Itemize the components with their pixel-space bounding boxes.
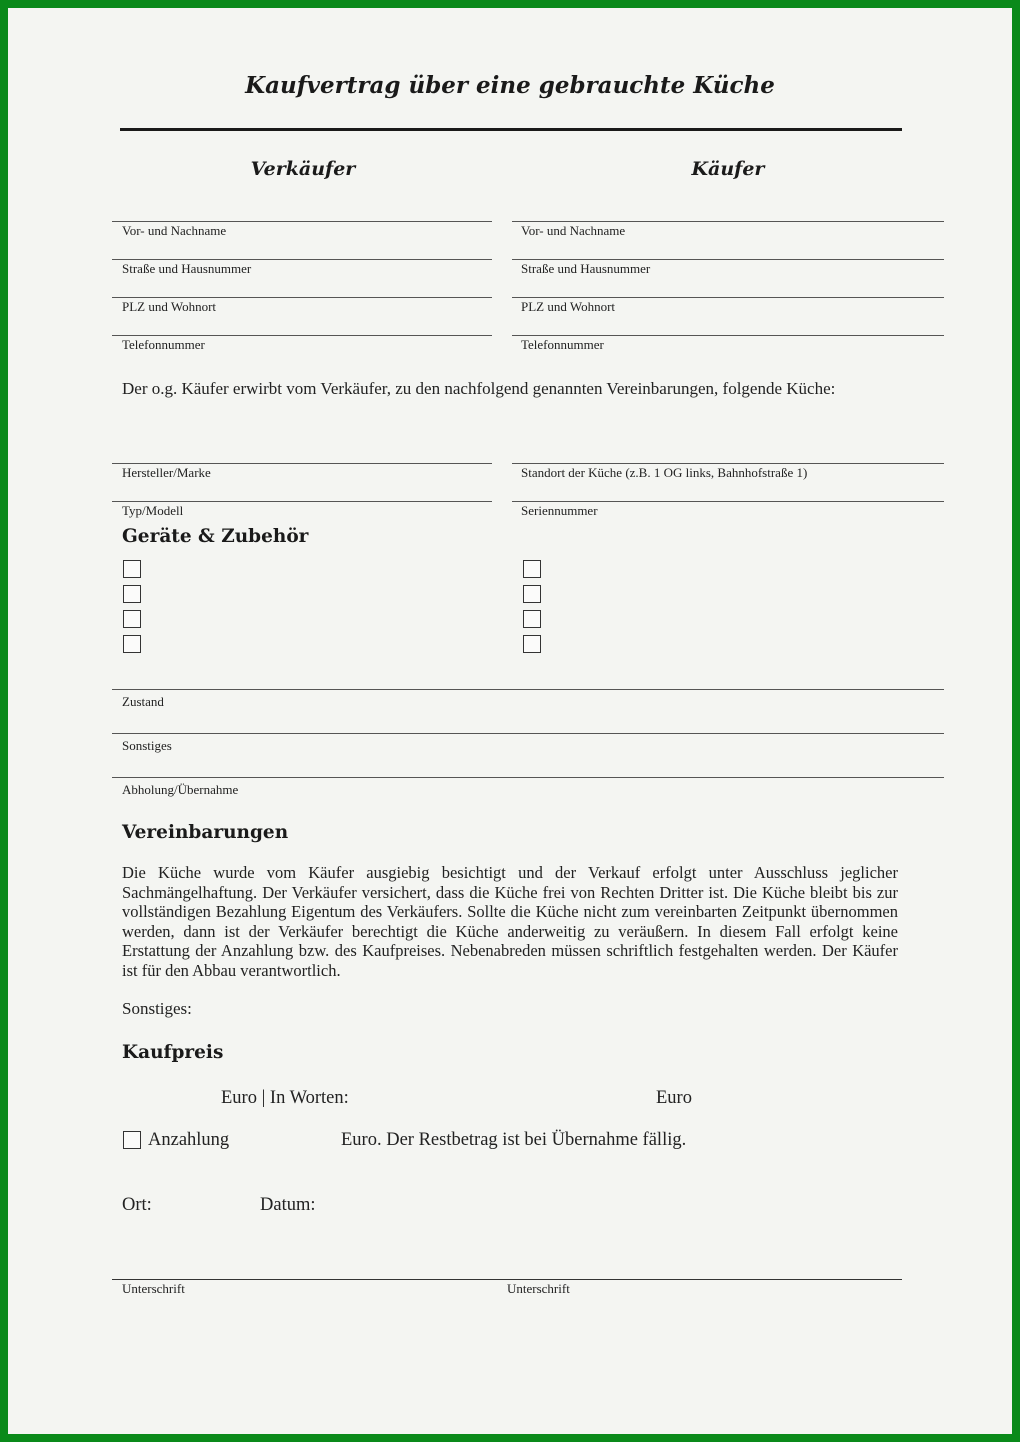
condition-line[interactable] — [112, 689, 944, 690]
seller-phone-line[interactable] — [112, 335, 492, 336]
buyer-heading: Käufer — [691, 158, 765, 180]
seller-street-label: Straße und Hausnummer — [122, 261, 252, 276]
seller-name-line[interactable] — [112, 221, 492, 222]
appliance-checkbox-3[interactable] — [123, 610, 141, 628]
appliance-checkbox-4[interactable] — [123, 635, 141, 653]
appliance-checkbox-1[interactable] — [123, 560, 141, 578]
model-label: Typ/Modell — [122, 503, 184, 518]
deposit-label: Anzahlung — [148, 1130, 230, 1150]
document-title: Kaufvertrag über eine gebrauchte Küche — [245, 72, 775, 99]
pickup-label: Abholung/Übernahme — [122, 782, 239, 797]
appliance-checkbox-8[interactable] — [523, 635, 541, 653]
seller-street-line[interactable] — [112, 259, 492, 260]
signature-buyer-label: Unterschrift — [507, 1281, 570, 1296]
appliance-checkbox-7[interactable] — [523, 610, 541, 628]
misc-line[interactable] — [112, 733, 944, 734]
appliances-heading: Geräte & Zubehör — [122, 526, 309, 547]
appliance-checkbox-2[interactable] — [123, 585, 141, 603]
seller-name-label: Vor- und Nachname — [122, 223, 227, 238]
signature-line[interactable] — [112, 1279, 902, 1280]
appliance-checkbox-5[interactable] — [523, 560, 541, 578]
appliance-checkbox-6[interactable] — [523, 585, 541, 603]
agreements-heading: Vereinbarungen — [122, 822, 289, 843]
signature-seller-label: Unterschrift — [122, 1281, 185, 1296]
date-label: Datum: — [260, 1195, 316, 1215]
deposit-rest-text: Euro. Der Restbetrag ist bei Übernahme fällig. — [341, 1130, 687, 1150]
price-euro: Euro — [656, 1088, 692, 1108]
seller-heading: Verkäufer — [250, 158, 356, 180]
serial-line[interactable] — [512, 501, 944, 502]
intro-text: Der o.g. Käufer erwirbt vom Verkäufer, zu den nachfolgend genannten Vereinbarungen, folgende Küche: — [122, 379, 836, 398]
deposit-checkbox[interactable] — [123, 1131, 141, 1149]
misc-label: Sonstiges: — [122, 999, 192, 1018]
buyer-city-line[interactable] — [512, 297, 944, 298]
price-euro-words: Euro | In Worten: — [221, 1088, 349, 1108]
buyer-city-label: PLZ und Wohnort — [521, 299, 616, 314]
manufacturer-label: Hersteller/Marke — [122, 465, 211, 480]
seller-city-label: PLZ und Wohnort — [122, 299, 217, 314]
location-label: Standort der Küche (z.B. 1 OG links, Bahnhofstraße 1) — [521, 465, 808, 480]
pickup-line[interactable] — [112, 777, 944, 778]
condition-label: Zustand — [122, 694, 164, 709]
buyer-phone-line[interactable] — [512, 335, 944, 336]
buyer-street-line[interactable] — [512, 259, 944, 260]
place-label: Ort: — [122, 1195, 152, 1215]
buyer-street-label: Straße und Hausnummer — [521, 261, 651, 276]
agreements-text: Die Küche wurde vom Käufer ausgiebig besichtigt und der Verkauf erfolgt unter Ausschluss jeglicher Sachmängelhaftung. Der Verkäufer versichert, dass die Küche frei von Rechten Dritter ist. Die Küche bleibt bis zur vollständigen Bezahlung Eigentum des Verkäufers. Sollte die Küche nicht zum vereinbarten Zeitpunkt übernommen werden, dann ist der Verkäufer berechtigt die Küche anderweitig zu veräußern. In diesem Fall erfolgt keine Erstattung der Anzahlung bzw. des Kaufpreises. Nebenabreden müssen schriftlich festgehalten werden. Der Käufer ist für den Abbau verantwortlich. — [122, 863, 898, 980]
location-line[interactable] — [512, 463, 944, 464]
seller-city-line[interactable] — [112, 297, 492, 298]
buyer-name-label: Vor- und Nachname — [521, 223, 626, 238]
buyer-name-line[interactable] — [512, 221, 944, 222]
model-line[interactable] — [112, 501, 492, 502]
price-heading: Kaufpreis — [122, 1042, 224, 1063]
misc-field-label: Sonstiges — [122, 738, 172, 753]
title-rule — [120, 128, 902, 131]
buyer-phone-label: Telefonnummer — [521, 337, 604, 352]
manufacturer-line[interactable] — [112, 463, 492, 464]
serial-label: Seriennummer — [521, 503, 598, 518]
seller-phone-label: Telefonnummer — [122, 337, 205, 352]
